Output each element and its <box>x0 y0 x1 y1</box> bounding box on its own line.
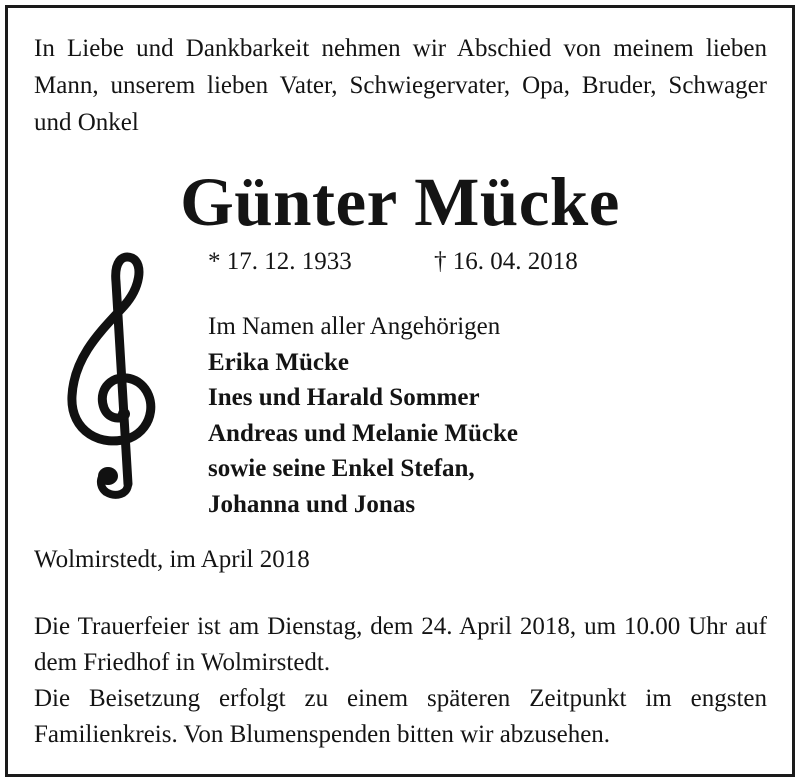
funeral-service-text: Die Trauerfeier ist am Dienstag, dem 24. April 2018, um 10.00 Uhr auf dem Friedhof in Wolmirstedt. <box>34 613 767 676</box>
birth-date: * 17. 12. 1933 <box>208 248 352 275</box>
mourner-name: Johanna und Jonas <box>208 490 416 518</box>
death-date: † 16. 04. 2018 <box>434 248 578 275</box>
mourner-name: sowie seine Enkel Stefan, <box>208 455 475 482</box>
mourners-block <box>208 309 518 522</box>
burial-text: Die Beisetzung erfolgt zu einem späteren Zeitpunkt im engsten Familienkreis. Von Blumenspenden bitten wir abzusehen. <box>34 685 767 748</box>
mourner-name: Andreas und Melanie Mücke <box>208 419 518 447</box>
place-date: Wolmirstedt, im April 2018 <box>34 546 310 573</box>
treble-clef-icon <box>62 248 167 500</box>
mourner-name: Erika Mücke <box>208 348 349 376</box>
mourner-name: Ines und Harald Sommer <box>208 384 480 411</box>
service-info <box>34 609 767 753</box>
intro-text: In Liebe und Dankbarkeit nehmen wir Abschied von meinem lieben Mann, unserem lieben Vater, Schwiegervater, Opa, Bruder, Schwager und Onkel <box>34 35 767 136</box>
deceased-name: Günter Mücke <box>180 164 620 240</box>
mourners-intro: Im Namen aller Angehörigen <box>208 313 501 340</box>
